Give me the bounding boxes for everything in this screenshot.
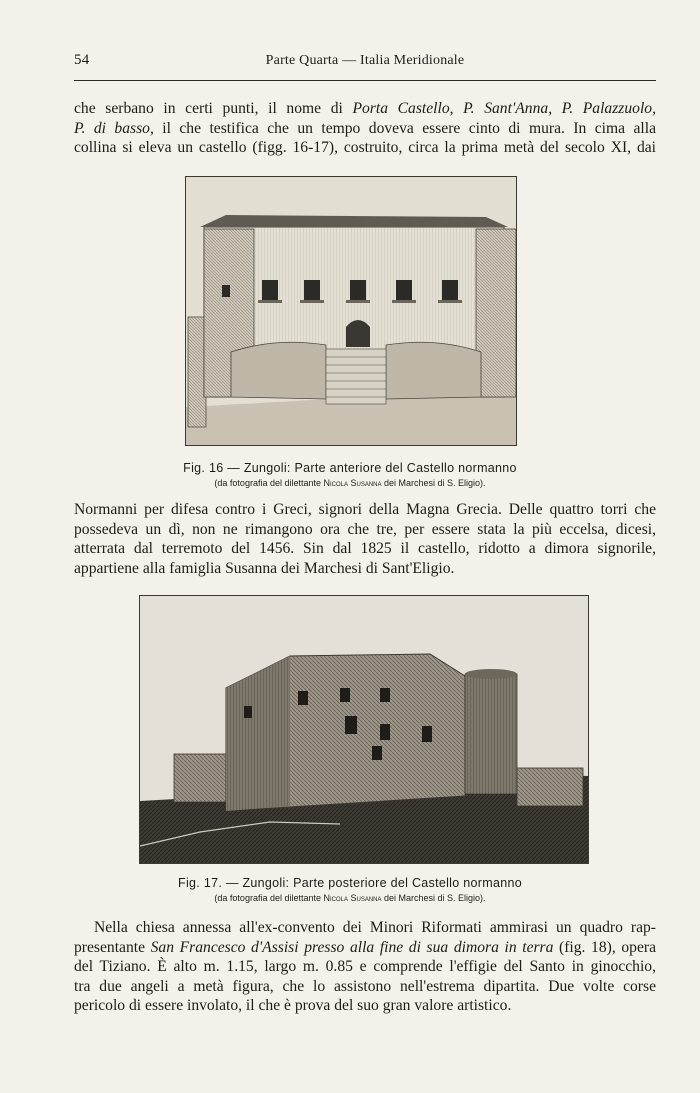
paragraph-3-line-4: tra due angeli a metà figura, che lo assistono nell'estrema dipartita. Due volte corse	[74, 977, 656, 995]
paragraph-1	[74, 99, 656, 158]
figure-17-image	[139, 595, 589, 864]
paragraph-3-line-2: presentante San Francesco d'Assisi presso alla fine di sua dimora in terra (fig. 18), opera	[74, 938, 656, 956]
figure-16-caption	[0, 461, 700, 488]
figure-16-image	[185, 176, 517, 446]
paragraph-3-line-5: pericolo di essere involato, il che è prova del suo gran valore artistico.	[74, 997, 512, 1014]
paragraph-2-line-3: atterrata dal terremoto del 1456. Sin dal 1825 il castello, ridotto a dimora signorile,	[74, 540, 656, 557]
paragraph-2-line-2: possedeva un dì, non ne rimangono ora che tre, per essere stata la più eccelsa, dicesi,	[74, 520, 656, 538]
figure-17-caption	[0, 876, 700, 903]
figure-16-credit: (da fotografia del dilettante Nicola Susanna dei Marchesi di S. Eligio).	[214, 478, 486, 488]
figure-16-caption-main: Fig. 16 — Zungoli: Parte anteriore del Castello normanno	[183, 461, 517, 475]
paragraph-2-line-4: appartiene alla famiglia Susanna dei Marchesi di Sant'Eligio.	[74, 559, 455, 577]
header-rule	[74, 80, 656, 81]
paragraph-2-line-1: Normanni per difesa contro i Greci, signori della Magna Grecia. Delle quattro torri che	[74, 501, 656, 518]
paragraph-3-line-1: Nella chiesa annessa all'ex-convento dei Minori Riformati ammirasi un quadro rap-	[94, 919, 656, 936]
paragraph-3	[74, 918, 656, 1016]
paragraph-1-line-3: collina si eleva un castello (figg. 16-17), costruito, circa la prima metà del secolo XI, dai	[74, 139, 656, 156]
page-number: 54	[74, 52, 90, 68]
castle-front-illustration	[186, 177, 516, 445]
running-title: Parte Quarta — Italia Meridionale	[265, 53, 465, 68]
running-header	[74, 50, 656, 74]
paragraph-1-line-1: che serbano in certi punti, il nome di Porta Castello, P. Sant'Anna, P. Palazzuolo,	[74, 100, 656, 117]
paragraph-2	[74, 500, 656, 578]
castle-rear-illustration	[140, 596, 588, 863]
figure-17-credit: (da fotografia del dilettante Nicola Susanna dei Marchesi di S. Eligio).	[214, 893, 486, 903]
figure-17-caption-main: Fig. 17. — Zungoli: Parte posteriore del Castello normanno	[178, 876, 522, 890]
paragraph-1-line-2: P. di basso, il che testifica che un tempo doveva essere cinto di mura. In cima alla	[74, 119, 656, 137]
paragraph-3-line-3: del Tiziano. È alto m. 1.15, largo m. 0.85 e comprende l'effigie del Santo in ginocchio,	[74, 958, 656, 975]
